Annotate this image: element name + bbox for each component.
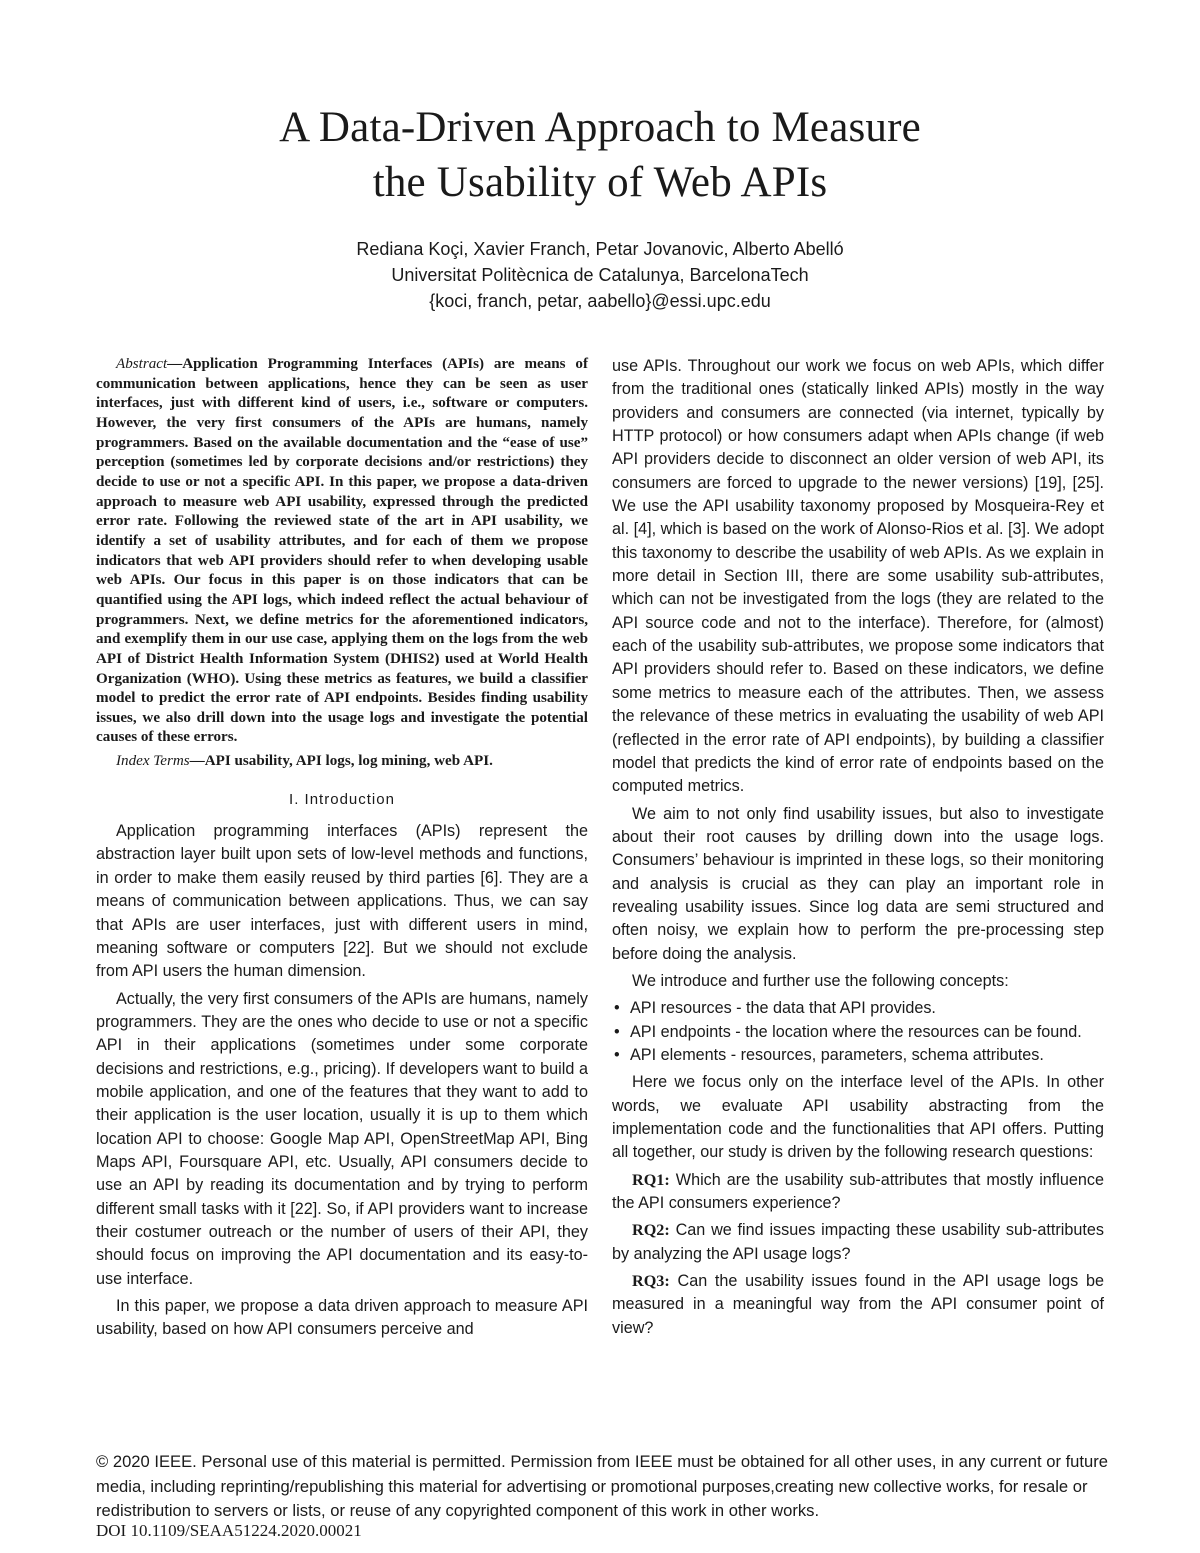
abstract-text: —Application Programming Interfaces (APIs) are means of communication between applications, hence they can be seen as user interfaces, just with different kind of users, i.e., software or computers. However, the very first consumers of the APIs are humans, namely programmers. Based on the available documentation and the “ease of use” perception (sometimes led by corporate decisions and/or restrictions) they decide to use or not a specific API. In this paper, we propose a data-driven approach to measure web API usability, expressed through the predicted error rate. Following the reviewed state of the art in API usability, we identify a set of usability attributes, and for each of them we propose indicators that web API providers should refer to when developing usable web APIs. Our focus in this paper is on those indicators that can be quantified using the API logs, which indeed reflect the actual behaviour of programmers. Next, we define metrics for the aforementioned indicators, and exemplify them in our use case, applying them on the logs from the web API of District Health Information System (DHIS2) used at World Health Organization (WHO). Using these metrics as features, we build a classifier model to predict the error rate of API endpoints. Besides finding usability issues, we also drill down into the usage logs and investigate the potential causes of these errors. [96, 356, 588, 746]
author-emails: {koci, franch, petar, aabello}@essi.upc.edu [429, 291, 771, 311]
research-question-1 [612, 1169, 1104, 1216]
research-question-2 [612, 1219, 1104, 1266]
right-column [612, 355, 1104, 1344]
author-block [0, 236, 1200, 314]
intro-paragraph-4: We aim to not only find usability issues, but also to investigate about their root causes by drilling down into the usage logs. Consumers’ behaviour is imprinted in these logs, so their monitoring and analysis is crucial as they can play an important role in revealing usability issues. Since log data are semi structured and often noisy, we explain how to perform the pre-processing step before doing the analysis. [612, 804, 1104, 963]
index-terms-label: Index Terms [116, 753, 190, 770]
section-heading-introduction: I. Introduction [289, 790, 395, 808]
rq2-text: Can we find issues impacting these usability sub-attributes by analyzing the API usage logs? [612, 1221, 1104, 1263]
concepts-list [612, 997, 1104, 1067]
intro-paragraph-3-start: In this paper, we propose a data driven approach to measure API usability, based on how API consumers perceive and [96, 1297, 588, 1339]
list-item: • API resources - the data that API provides. [612, 997, 1104, 1020]
doi: DOI 10.1109/SEAA51224.2020.00021 [96, 1521, 362, 1540]
intro-paragraph-3-continued: use APIs. Throughout our work we focus on web APIs, which differ from the traditional ones (statically linked APIs) mostly in the way providers and consumers are connected (via internet, typically by HTTP protocol) or how consumers adapt when APIs change (if web API providers decide to disconnect an older version of web API, its consumers are forced to upgrade to the newer versions) [19], [25]. We use the API usability taxonomy proposed by Mosqueira-Rey et al. [4], which is based on the work of Alonso-Rios et al. [3]. We adopt this taxonomy to describe the usability of web APIs. As we explain in more detail in Section III, there are some usability sub-attributes, which can not be investigated from the logs (they are related to the API source code and not to the interface). Therefore, for (almost) each of the usability sub-attributes, we propose some indicators that API providers should refer to. Based on these indicators, we define some metrics to measure each of the attributes. Then, we assess the relevance of these metrics in evaluating the usability of web API (reflected in the error rate of API endpoints), by building a classifier model that predicts the kind of error rate of endpoints based on the computed metrics. [612, 357, 1104, 796]
bullet-icon: • [614, 999, 620, 1018]
title-line-1: A Data-Driven Approach to Measure [279, 104, 921, 151]
paper-title [0, 100, 1200, 210]
bullet-icon: • [614, 1022, 620, 1041]
rq3-text: Can the usability issues found in the API usage logs be measured in a meaningful way from the API consumer point of view? [612, 1272, 1104, 1337]
bullet-icon: • [614, 1045, 620, 1064]
intro-paragraph-2: Actually, the very first consumers of the APIs are humans, namely programmers. They are the ones who decide to use or not a specific API in their applications (sometimes under some corporate decisions and restrictions, e.g., pricing). If developers want to build a mobile application, and one of the features that they want to add to their application is the user location, usually it is up to them which location API to choose: Google Map API, OpenStreetMap API, Bing Maps API, Foursquare API, etc. Usually, API consumers decide to use an API by reading its documentation and by trying to perform different small tasks with it [22]. So, if API providers want to increase their costumer outreach or the number of users of their API, they should focus on improving the API documentation and its easy-to-use interface. [96, 989, 588, 1288]
author-names: Rediana Koçi, Xavier Franch, Petar Jovanovic, Alberto Abelló [356, 239, 844, 259]
intro-paragraph-6: Here we focus only on the interface level of the APIs. In other words, we evaluate API usability abstracting from the implementation code and the functionalities that API offers. Putting all together, our study is driven by the following research questions: [612, 1073, 1104, 1162]
intro-paragraph-1: Application programming interfaces (APIs) represent the abstraction layer built upon sets of low-level methods and functions, in order to make them easily reused by third parties [6]. They are a means of communication between applications. Thus, we can say that APIs are user interfaces, just with different users in mind, meaning software or computers [22]. But we should not exclude from API users the human dimension. [96, 822, 588, 981]
rq3-label: RQ3: [632, 1272, 670, 1291]
index-terms [96, 752, 588, 772]
list-item: • API elements - resources, parameters, schema attributes. [612, 1044, 1104, 1067]
abstract [96, 355, 588, 748]
intro-paragraph-5: We introduce and further use the following concepts: [632, 971, 1009, 990]
left-column [96, 355, 588, 1346]
index-terms-text: —API usability, API logs, log mining, web API. [189, 753, 493, 770]
rq1-label: RQ1: [632, 1170, 670, 1189]
list-item: • API endpoints - the location where the resources can be found. [612, 1021, 1104, 1044]
title-line-2: the Usability of Web APIs [372, 159, 828, 206]
abstract-label: Abstract [116, 356, 168, 372]
research-question-3 [612, 1270, 1104, 1340]
rq1-text: Which are the usability sub-attributes that mostly influence the API consumers experience? [612, 1170, 1104, 1213]
copyright-notice: © 2020 IEEE. Personal use of this material is permitted. Permission from IEEE must be obtained for all other uses, in any current or future media, including reprinting/republishing this material for advertising or promotional purposes,creating new collective works, for resale or redistribution to servers or lists, or reuse of any copyrighted component of this work in other works. [96, 1452, 1109, 1520]
rq2-label: RQ2: [632, 1221, 670, 1240]
author-affiliation: Universitat Politècnica de Catalunya, BarcelonaTech [391, 265, 809, 285]
